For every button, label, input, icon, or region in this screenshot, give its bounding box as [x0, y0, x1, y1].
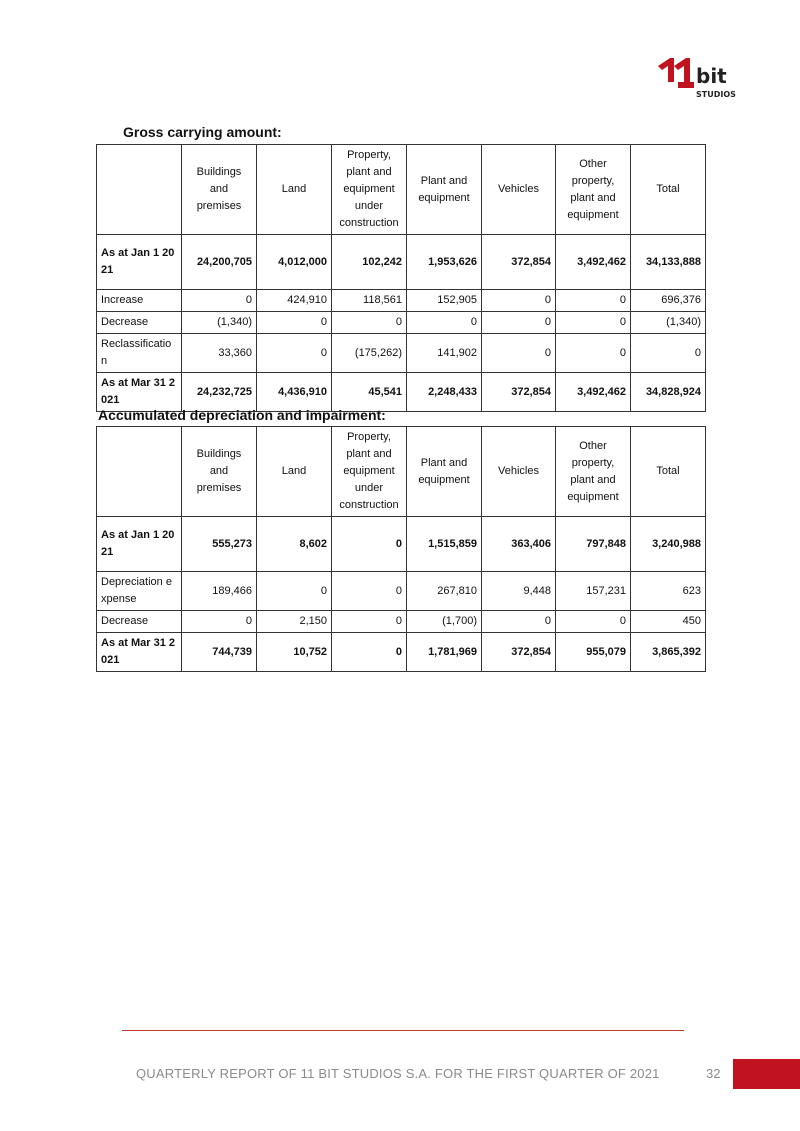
table-row [97, 572, 706, 611]
page-number: 32 [706, 1066, 721, 1081]
cell-value: 0 [482, 334, 556, 373]
cell-value: 3,492,462 [556, 235, 631, 290]
cell-value: 372,854 [482, 633, 556, 672]
header-buildings: Buildings and premises [182, 145, 257, 235]
cell-value: 24,232,725 [182, 373, 257, 412]
table-row [97, 312, 706, 334]
gross-carrying-amount-title: Gross carrying amount: [123, 124, 282, 140]
footer-report-title: QUARTERLY REPORT OF 11 BIT STUDIOS S.A. FOR THE FIRST QUARTER OF 2021 [136, 1066, 660, 1081]
cell-value: 0 [482, 611, 556, 633]
cell-value: 141,902 [407, 334, 482, 373]
cell-value: 2,150 [257, 611, 332, 633]
cell-value: 118,561 [332, 290, 407, 312]
cell-value: 3,865,392 [631, 633, 706, 672]
cell-value: 1,781,969 [407, 633, 482, 672]
cell-value: 0 [407, 312, 482, 334]
cell-value: 555,273 [182, 517, 257, 572]
cell-value: 102,242 [332, 235, 407, 290]
cell-value: 372,854 [482, 235, 556, 290]
row-label: As at Mar 31 2021 [97, 633, 182, 672]
cell-value: 4,012,000 [257, 235, 332, 290]
cell-value: 2,248,433 [407, 373, 482, 412]
cell-value: 45,541 [332, 373, 407, 412]
cell-value: 623 [631, 572, 706, 611]
cell-value: 0 [257, 312, 332, 334]
table-row [97, 373, 706, 412]
cell-value: 4,436,910 [257, 373, 332, 412]
header-buildings: Buildings and premises [182, 427, 257, 517]
header-construction: Property, plant and equipment under construction [332, 427, 407, 517]
table-header-row [97, 427, 706, 517]
cell-value: (1,700) [407, 611, 482, 633]
cell-value: 152,905 [407, 290, 482, 312]
cell-value: 0 [257, 334, 332, 373]
cell-value: 0 [556, 312, 631, 334]
cell-value: 8,602 [257, 517, 332, 572]
cell-value: 0 [332, 633, 407, 672]
row-label: As at Mar 31 2021 [97, 373, 182, 412]
table-row [97, 611, 706, 633]
cell-value: (175,262) [332, 334, 407, 373]
header-other: Other property, plant and equipment [556, 145, 631, 235]
row-label: Increase [97, 290, 182, 312]
row-label: As at Jan 1 2021 [97, 517, 182, 572]
row-label: As at Jan 1 2021 [97, 235, 182, 290]
cell-value: 33,360 [182, 334, 257, 373]
table-row [97, 517, 706, 572]
header-cell-empty [97, 427, 182, 517]
cell-value: 696,376 [631, 290, 706, 312]
cell-value: 24,200,705 [182, 235, 257, 290]
cell-value: 372,854 [482, 373, 556, 412]
row-label: Decrease [97, 611, 182, 633]
accumulated-depreciation-table [96, 426, 706, 672]
company-logo [656, 52, 738, 100]
header-total: Total [631, 427, 706, 517]
cell-value: 3,240,988 [631, 517, 706, 572]
cell-value: 0 [482, 312, 556, 334]
table-row [97, 290, 706, 312]
logo-wordmark: bit [696, 64, 727, 88]
cell-value: 9,448 [482, 572, 556, 611]
cell-value: 267,810 [407, 572, 482, 611]
header-plant: Plant and equipment [407, 427, 482, 517]
cell-value: 3,492,462 [556, 373, 631, 412]
cell-value: (1,340) [631, 312, 706, 334]
cell-value: 0 [332, 312, 407, 334]
cell-value: 0 [631, 334, 706, 373]
footer-divider [122, 1030, 684, 1031]
gross-carrying-amount-table [96, 144, 706, 412]
header-land: Land [257, 145, 332, 235]
cell-value: 34,828,924 [631, 373, 706, 412]
table-row [97, 633, 706, 672]
cell-value: 0 [182, 611, 257, 633]
cell-value: 450 [631, 611, 706, 633]
table-row [97, 334, 706, 373]
header-construction: Property, plant and equipment under construction [332, 145, 407, 235]
cell-value: 0 [257, 572, 332, 611]
header-vehicles: Vehicles [482, 427, 556, 517]
header-cell-empty [97, 145, 182, 235]
row-label: Reclassification [97, 334, 182, 373]
header-land: Land [257, 427, 332, 517]
cell-value: 0 [332, 611, 407, 633]
cell-value: 0 [556, 611, 631, 633]
cell-value: 955,079 [556, 633, 631, 672]
cell-value: 0 [482, 290, 556, 312]
cell-value: 1,953,626 [407, 235, 482, 290]
cell-value: (1,340) [182, 312, 257, 334]
cell-value: 363,406 [482, 517, 556, 572]
table-row [97, 235, 706, 290]
cell-value: 0 [332, 517, 407, 572]
cell-value: 34,133,888 [631, 235, 706, 290]
cell-value: 157,231 [556, 572, 631, 611]
cell-value: 424,910 [257, 290, 332, 312]
cell-value: 0 [182, 290, 257, 312]
header-other: Other property, plant and equipment [556, 427, 631, 517]
row-label: Decrease [97, 312, 182, 334]
cell-value: 0 [332, 572, 407, 611]
logo-subtext: STUDIOS [696, 90, 736, 99]
cell-value: 10,752 [257, 633, 332, 672]
cell-value: 744,739 [182, 633, 257, 672]
header-total: Total [631, 145, 706, 235]
accumulated-depreciation-title: Accumulated depreciation and impairment: [98, 407, 386, 423]
table-header-row [97, 145, 706, 235]
footer-accent-block [733, 1059, 800, 1089]
header-vehicles: Vehicles [482, 145, 556, 235]
cell-value: 797,848 [556, 517, 631, 572]
header-plant: Plant and equipment [407, 145, 482, 235]
cell-value: 0 [556, 334, 631, 373]
cell-value: 0 [556, 290, 631, 312]
cell-value: 189,466 [182, 572, 257, 611]
row-label: Depreciation expense [97, 572, 182, 611]
cell-value: 1,515,859 [407, 517, 482, 572]
